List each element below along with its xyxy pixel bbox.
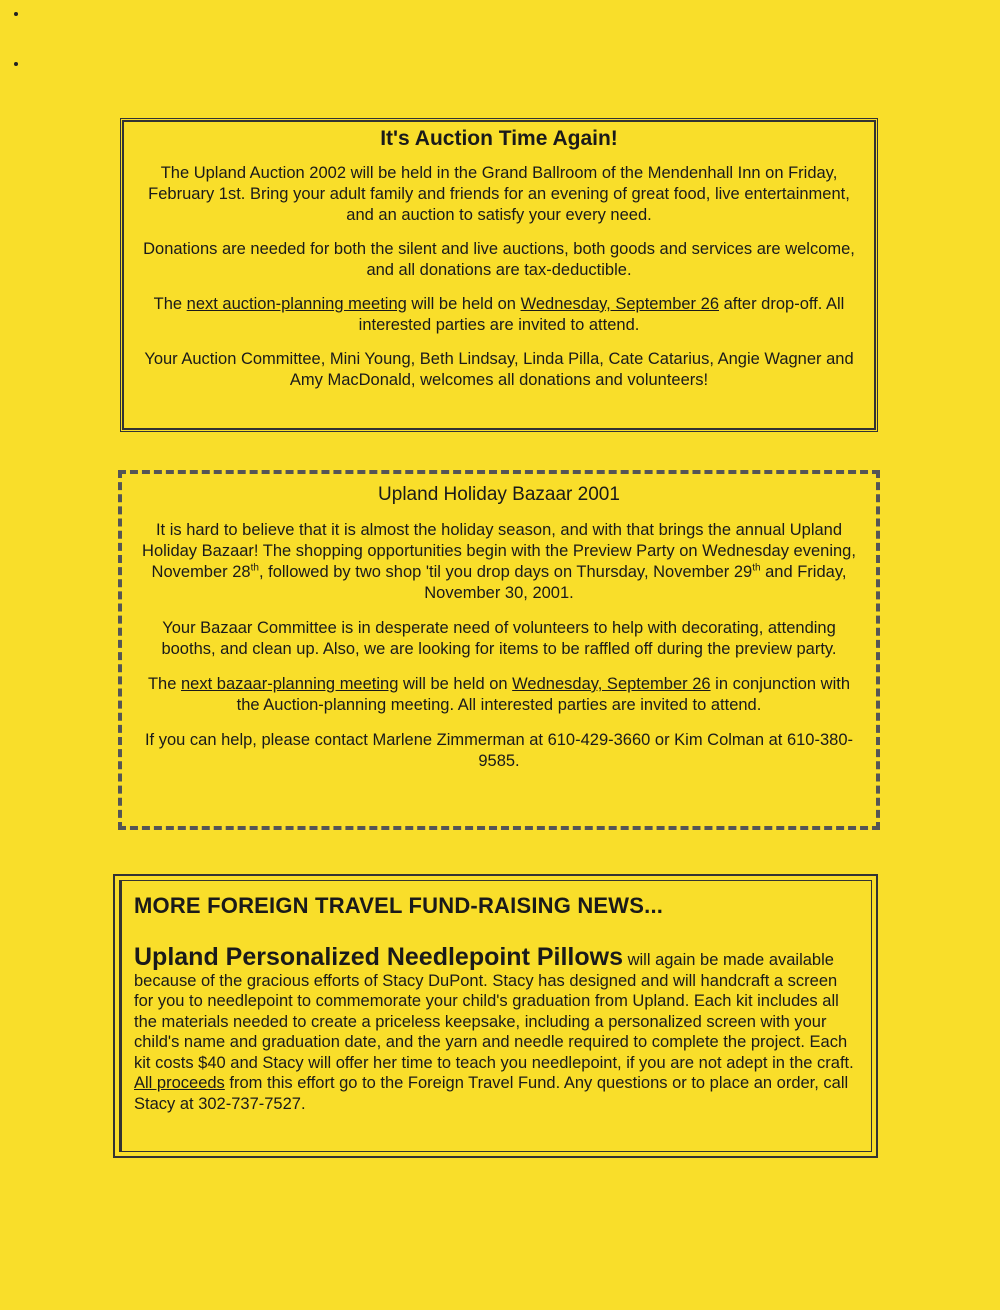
stray-mark [14,12,18,16]
auction-paragraph-1: The Upland Auction 2002 will be held in the Grand Ballroom of the Mendenhall Inn on Friday, February 1st. Bring your adult family and friends for an evening of great food, live entertainment, and an auction to satisfy your every need. [148,164,850,224]
auction-paragraph-2: Donations are needed for both the silent and live auctions, both goods and services are welcome, and all donations are tax-deductible. [143,240,855,279]
bazaar-box [118,470,880,830]
date-underline: Wednesday, September 26 [520,295,719,313]
travel-box [113,874,878,1158]
text-run: after drop-off. All interested parties are invited to attend. [358,295,845,334]
pillow-heading: Upland Personalized Needlepoint Pillows [134,943,623,971]
travel-box-inner [119,880,872,1152]
stray-mark [14,62,18,66]
auction-title: It's Auction Time Again! [380,127,618,150]
text-run: The [153,295,187,313]
meeting-underline: next bazaar-planning meeting [181,675,399,693]
bazaar-paragraph-3 [136,674,862,716]
superscript: th [752,562,761,574]
bazaar-paragraph-1 [136,520,862,604]
auction-paragraph-3 [137,294,861,336]
text-run: and Friday, November 30, 2001. [424,563,847,602]
bazaar-paragraph-4: If you can help, please contact Marlene Zimmerman at 610-429-3660 or Kim Colman at 610-380-9585. [144,731,854,770]
auction-paragraph-4: Your Auction Committee, Mini Young, Beth Lindsay, Linda Pilla, Cate Catarius, Angie Wagner and Amy MacDonald, welcomes all donations and volunteers! [144,350,854,389]
text-run: The [147,675,181,693]
text-run: will be held on [398,675,513,693]
bazaar-title: Upland Holiday Bazaar 2001 [378,484,620,505]
text-run: , followed by two shop 'til you drop days on Thursday, November 29 [258,563,753,581]
text-run: will be held on [406,295,521,313]
text-run: from this effort go to the Foreign Travel Fund. Any questions or to place an order, call Stacy at 302-737-7527. [134,1074,849,1113]
text-run: It is hard to believe that it is almost the holiday season, and with that brings the annual Upland Holiday Bazaar! The shopping opportunities begin with the Preview Party on Wednesday evening, November 28 [142,521,856,581]
travel-paragraph [134,943,859,1114]
meeting-underline: next auction-planning meeting [186,295,407,313]
superscript: th [250,562,259,574]
proceeds-underline: All proceeds [134,1074,225,1092]
text-run: will again be made available because of the gracious efforts of Stacy DuPont. Stacy has designed and will handcraft a screen for you to needlepoint to commemorate your child's graduation from Upland. Each kit includes all the materials needed to create a priceless keepsake, including a personalized screen with your child's name and graduation date, and the yarn and needle required to complete the project. Each kit costs $40 and Stacy will offer her time to teach you needlepoint, if you are not adept in the craft. [134,951,854,1072]
travel-title: MORE FOREIGN TRAVEL FUND-RAISING NEWS... [134,893,664,918]
text-run: in conjunction with the Auction-planning meeting. All interested parties are invited to attend. [236,675,851,714]
auction-box [120,118,878,432]
bazaar-paragraph-2: Your Bazaar Committee is in desperate need of volunteers to help with decorating, attending booths, and clean up. Also, we are looking for items to be raffled off during the preview party. [161,619,837,658]
date-underline: Wednesday, September 26 [512,675,711,693]
